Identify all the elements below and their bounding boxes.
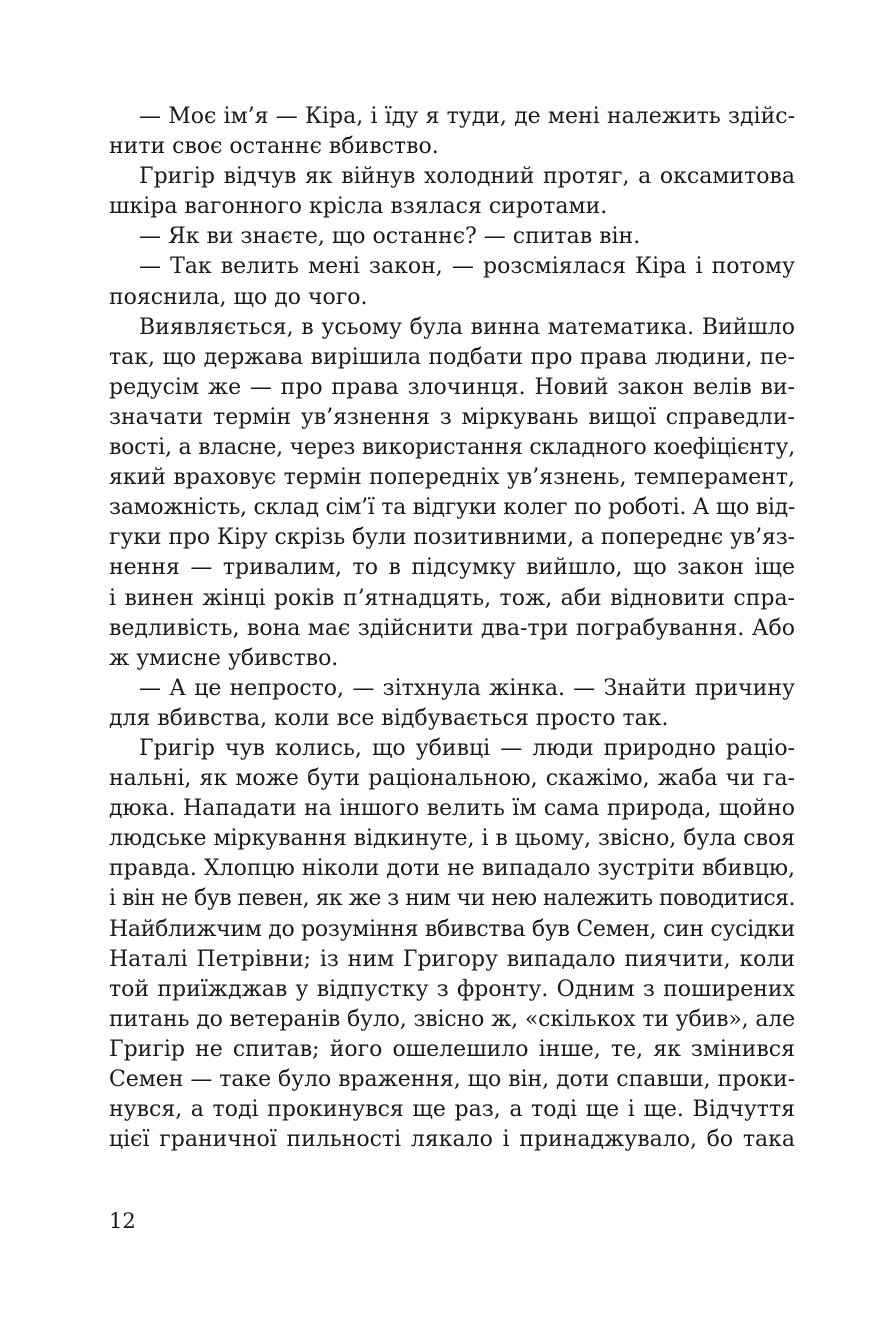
body-text — [109, 102, 795, 1155]
text-line: — Як ви знаєте, що останнє? — спитав він. — [139, 224, 641, 250]
page-number: 12 — [109, 1209, 136, 1233]
text-line: нення — тривалим, то в підсумку вийшло, що закон іще — [109, 555, 795, 581]
text-line: — Моє ім’я — Кіра, і їду я туди, де мені належить здійс- — [139, 104, 795, 129]
text-line: гуки про Кіру скрізь були позитивними, а попереднє ув’яз- — [109, 525, 795, 551]
text-line: Найближчим до розуміння вбивства був Семен, син сусідки — [109, 916, 795, 942]
text-line: Семен — таке було враження, що він, доти спавши, прoки- — [109, 1067, 795, 1092]
text-line: Виявляється, в усьому була винна математика. Вийшло — [139, 314, 795, 340]
text-line: ведливість, вона має здійснити два-три пограбування. Або — [109, 615, 795, 641]
text-line: який враховує термін попередніх ув’язнень, темперамент, — [109, 465, 795, 491]
text-line: Григір відчув як війнув холодний протяг, а оксамитова — [139, 164, 795, 190]
text-line: для вбивства, коли все відбувається просто так. — [109, 705, 669, 731]
text-line: значати термін ув’язнення з міркувань вищої справедли- — [109, 404, 795, 430]
text-line: заможність, склад сім’ї та відгуки колег по роботі. А що від- — [109, 495, 795, 521]
text-line: нальні, як може бути раціональною, скажімо, жаба чи га- — [109, 766, 795, 792]
text-line: Григір чув колись, що убивці — люди природно раціо- — [139, 735, 795, 761]
text-line: редусім же — про права злочинця. Новий закон велів ви- — [109, 374, 795, 400]
text-line: правда. Хлопцю ніколи доти не випадало зустріти вбивцю, — [109, 856, 795, 882]
text-line: нувся, а тоді прокинувся ще раз, а тоді ще і ще. Відчуття — [109, 1097, 795, 1123]
text-line: і він не був певен, як же з ним чи нею належить поводитися. — [109, 886, 795, 912]
text-line: — А це непросто, — зітхнула жінка. — Знайти причину — [139, 675, 795, 701]
text-line: вості, а власне, через використання складного коефіцієнту, — [109, 435, 795, 461]
text-line: — Так велить мені закон, — розсміялася Кіра і потому — [139, 254, 795, 280]
text-line: шкіра вагонного крісла взялася сиротами. — [109, 194, 608, 220]
text-line: Григір не спитав; його ошелешило інше, те, як змінився — [109, 1036, 795, 1062]
text-line: людське міркування відкинуте, і в цьому, звісно, була своя — [109, 826, 795, 852]
text-line: той приїжджав у відпустку з фронту. Одним з поширених — [109, 976, 795, 1002]
text-line: так, що держава вирішила подбати про права людини, пе- — [109, 344, 795, 370]
text-line: і винен жінці років п’ятнадцять, тож, аби відновити спра- — [109, 585, 795, 611]
text-line: Наталі Петрівни; із ним Григору випадало пиячити, коли — [109, 946, 795, 972]
text-line: ж умисне убивство. — [109, 645, 339, 671]
text-line: пояснила, що до чого. — [109, 284, 368, 310]
text-line: нити своє останнє вбивство. — [109, 134, 439, 160]
text-line: дюка. Нападати на іншого велить їм сама природа, щойно — [109, 796, 795, 822]
text-line: питань до ветеранів було, звісно ж, «скількох ти убив», але — [109, 1006, 795, 1032]
text-line: цієї граничної пильності лякало і принаджувало, бо така — [109, 1127, 795, 1153]
